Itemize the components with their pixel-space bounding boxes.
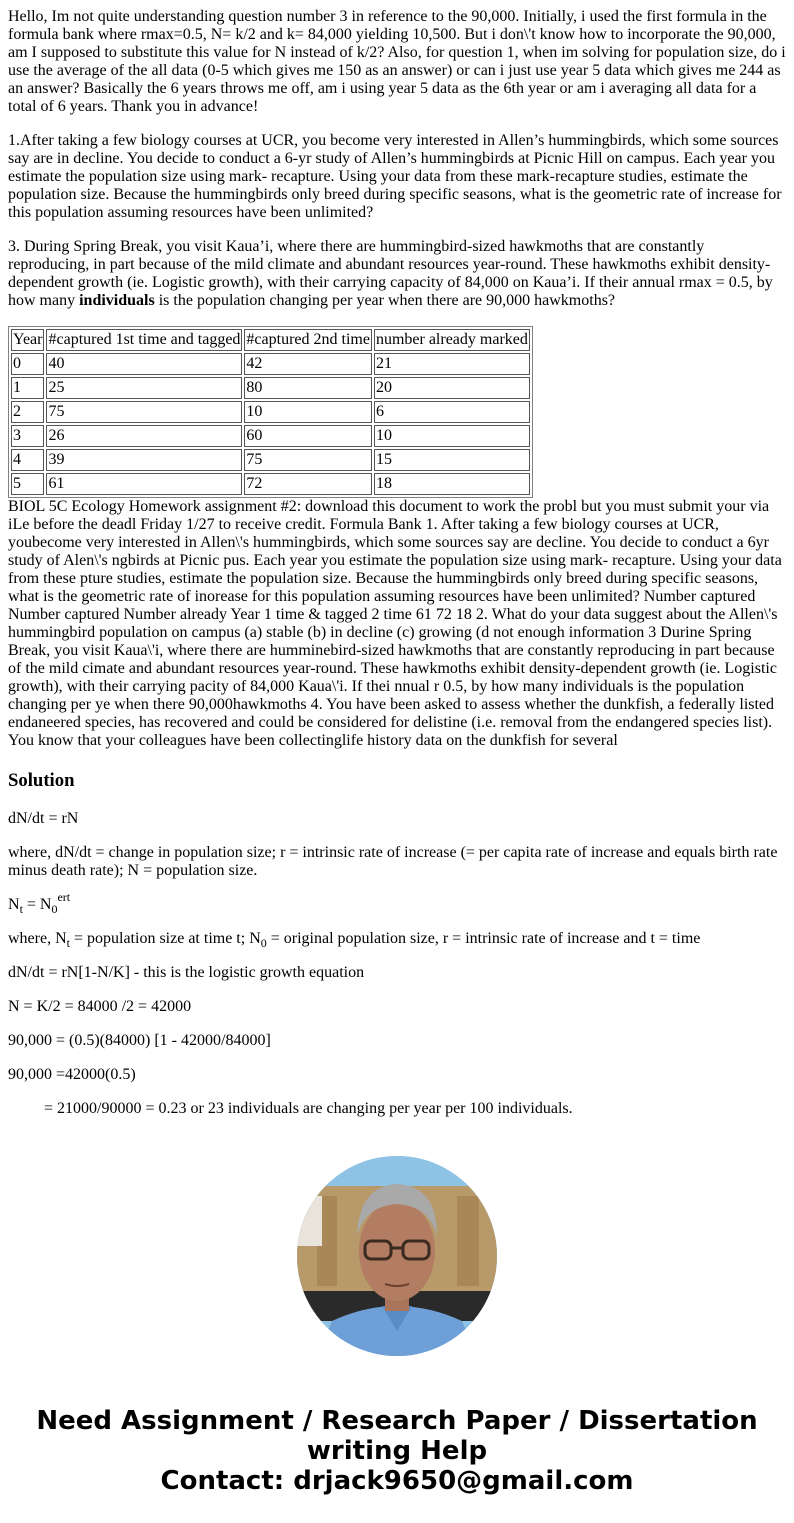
cell-already-marked: 20	[374, 377, 530, 399]
cell-already-marked: 10	[374, 425, 530, 447]
equation-substitution: 90,000 = (0.5)(84000) [1 - 42000/84000]	[8, 1032, 271, 1049]
table-header-row	[11, 329, 530, 351]
cell-year: 5	[11, 473, 44, 495]
capture-data-table	[8, 326, 533, 498]
equation-exponential-definitions: where, dN/dt = change in population size; r = intrinsic rate of increase (= per capita rate of increase and equals birth rate minus death rate); N = population size.	[8, 844, 778, 879]
equation-continuous-definitions: where, $N_t$ = population size at time t; $N_0$ = original population size, r = intrinsic rate of increase and t = time	[8, 930, 701, 950]
table-row	[11, 473, 530, 495]
question-1: 1.After taking a few biology courses at UCR, you become very interested in Allen’s hummingbirds, which some sources say are in decline. You decide to conduct a 6-yr study of Allen’s hummingbirds at Picnic Hill on campus. Each year you estimate the population size using mark- recapture. Using your data from these mark-recapture studies, estimate the population size. Because the hummingbirds only breed during specific seasons, what is the geometric rate of increase for this population assuming resources have been unlimited?	[8, 132, 782, 221]
cell-captured-second: 80	[244, 377, 372, 399]
question-3-text-a: 3. During Spring Break, you visit Kaua’i, where there are hummingbird-sized hawkmoths that are constantly reproducing, in part because of the mild climate and abundant resources year-round. These hawkmoths exhibit density-dependent growth (ie. Logistic growth), with their carrying capacity of 84,000 on Kaua’i. If their annual rmax = 0.5, by how many	[8, 238, 773, 309]
cell-captured-first: 75	[46, 401, 242, 423]
equation-logistic: dN/dt = rN[1-N/K] - this is the logistic growth equation	[8, 964, 365, 981]
promo-contact: Contact: drjack9650@gmail.com	[160, 1466, 634, 1496]
cell-year: 2	[11, 401, 44, 423]
cell-already-marked: 15	[374, 449, 530, 471]
header-already-marked: number already marked	[374, 329, 530, 351]
promo-banner	[8, 1406, 786, 1496]
equation-exponential: dN/dt = rN	[8, 810, 79, 827]
table-row	[11, 377, 530, 399]
cell-year: 0	[11, 353, 44, 375]
cell-already-marked: 18	[374, 473, 530, 495]
cell-year: 1	[11, 377, 44, 399]
author-avatar	[297, 1156, 497, 1356]
equation-half-k: N = K/2 = 84000 /2 = 42000	[8, 998, 192, 1015]
cell-captured-second: 75	[244, 449, 372, 471]
table-row	[11, 425, 530, 447]
cell-captured-first: 40	[46, 353, 242, 375]
header-captured-first: #captured 1st time and tagged	[46, 329, 242, 351]
cell-captured-first: 61	[46, 473, 242, 495]
author-avatar-container	[8, 1156, 786, 1356]
header-captured-second: #captured 2nd time	[244, 329, 372, 351]
solution-heading: Solution	[8, 770, 75, 791]
equation-simplified: 90,000 =42000(0.5)	[8, 1066, 136, 1083]
cell-already-marked: 6	[374, 401, 530, 423]
header-year: Year	[11, 329, 44, 351]
table-row	[11, 353, 530, 375]
equation-result: = 21000/90000 = 0.23 or 23 individuals are changing per year per 100 individuals.	[44, 1100, 573, 1117]
assignment-ocr-text: BIOL 5C Ecology Homework assignment #2: download this document to work the probl but you must submit your via iLe before the deadl Friday 1/27 to receive credit. Formula Bank 1. After taking a few biology courses at UCR, youbecome very interested in Allen\'s hummingbirds, which some sources say are decline. You decide to conduct a 6yr study of Alen\'s ngbirds at Picnic pus. Each year you estimate the population size using mark- recapture. Using your data from these pture studies, estimate the population size. Because the hummingbirds only breed during specific seasons, what is the geometric rate of inorease for this population assuming resources have been unlimited? Number captured Number captured Number already Year 1 time & tagged 2 time 61 72 18 2. What do your data suggest about the Allen\'s hummingbird population on campus (a) stable (b) in decline (c) growing (d not enough information 3 Durine Spring Break, you visit Kaua\'i, where there are humminebird-sized hawkmoths that are constantly reproducing in part because of the mild cimate and abundant resources year-round. These hawkmoths exhibit density-dependent growth (ie. Logistic growth), with their carrying pacity of 84,000 Kaua\'i. If thei nnual r 0.5, by how many individuals is the population changing per ye when there 90,000hawkmoths 4. You have been asked to assess whether the dunkfish, a federally listed endaneered species, has recovered and could be considered for delistine (i.e. removal from the endangered species list). You know that your colleagues have been collectinglife history data on the dunkfish for several	[8, 498, 782, 749]
cell-captured-first: 26	[46, 425, 242, 447]
cell-year: 4	[11, 449, 44, 471]
equation-continuous-growth: $N_t = N_0^{ert}$	[8, 890, 71, 916]
question-3	[8, 238, 786, 310]
cell-captured-first: 25	[46, 377, 242, 399]
question-3-bold: individuals	[79, 292, 155, 309]
table-row	[11, 449, 530, 471]
cell-captured-second: 42	[244, 353, 372, 375]
cell-year: 3	[11, 425, 44, 447]
promo-line-1: Need Assignment / Research Paper / Dissertation writing Help	[36, 1406, 758, 1466]
question-intro: Hello, Im not quite understanding question number 3 in reference to the 90,000. Initially, i used the first formula in the formula bank where rmax=0.5, N= k/2 and k= 84,000 yielding 10,500. But i don\'t know how to incorporate the 90,000, am I supposed to substitute this value for N instead of k/2? Also, for question 1, when im solving for population size, do i use the average of the all data (0-5 which gives me 150 as an answer) or can i just use year 5 data which gives me 244 as an answer? Basically the 6 years throws me off, am i using year 5 data as the 6th year or am i averaging all data for a total of 6 years. Thank you in advance!	[8, 8, 786, 115]
author-portrait-icon	[297, 1156, 497, 1356]
cell-already-marked: 21	[374, 353, 530, 375]
question-3-text-b: is the population changing per year when there are 90,000 hawkmoths?	[154, 292, 616, 309]
cell-captured-second: 10	[244, 401, 372, 423]
cell-captured-second: 72	[244, 473, 372, 495]
table-row	[11, 401, 530, 423]
cell-captured-first: 39	[46, 449, 242, 471]
cell-captured-second: 60	[244, 425, 372, 447]
